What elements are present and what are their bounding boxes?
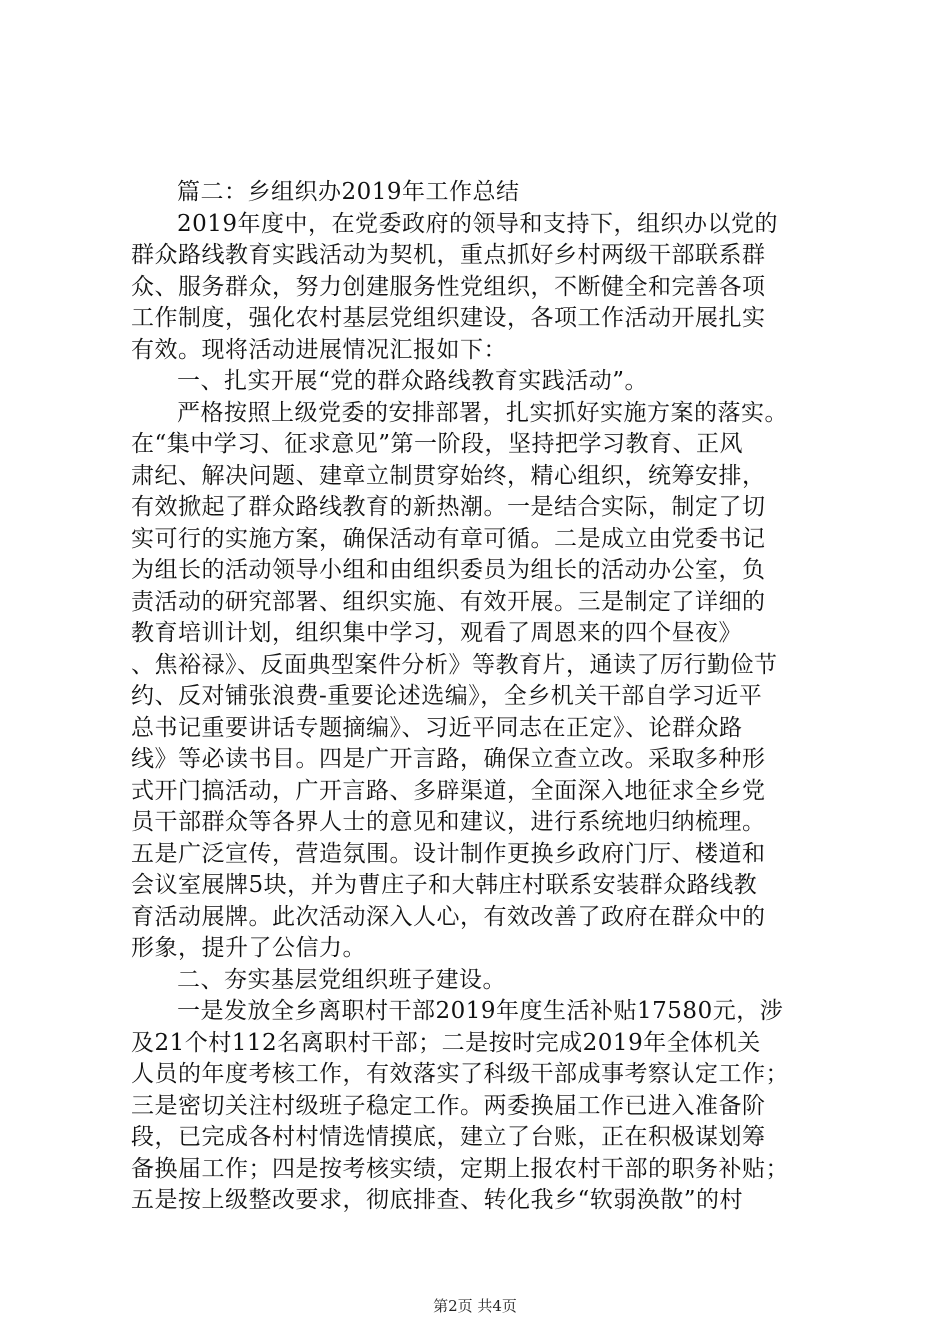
text-line: 责活动的研究部署、组织实施、有效开展。三是制定了详细的 (131, 588, 766, 615)
text-line: 肃纪、解决问题、建章立制贯穿始终，精心组织，统筹安排， (131, 462, 766, 489)
text-line: 有效。现将活动进展情况汇报如下： (131, 336, 507, 363)
text-line: 人员的年度考核工作，有效落实了科级干部成事考察认定工作； (131, 1061, 789, 1087)
document-body (131, 177, 831, 1217)
text-line: 三是密切关注村级班子稳定工作。两委换届工作已进入准备阶 (131, 1092, 766, 1119)
text-line: 员干部群众等各界人士的意见和建议，进行系统地归纳梳理。 (131, 809, 766, 835)
text-line: 约、反对铺张浪费-重要论述选编》，全乡机关干部自学习近平 (131, 683, 763, 709)
text-line: 有效掀起了群众路线教育的新热潮。一是结合实际，制定了切 (131, 494, 766, 520)
text-line: 育活动展牌。此次活动深入人心，有效改善了政府在群众中的 (131, 903, 766, 930)
text-line: 一、扎实开展“党的群众路线教育实践活动”。 (177, 368, 649, 394)
text-line: 教育培训计划，组织集中学习，观看了周恩来的四个昼夜》 (131, 620, 742, 646)
text-line: 、焦裕禄》、反面典型案件分析》等教育片，通读了厉行勤俭节 (131, 651, 778, 678)
text-line: 形象，提升了公信力。 (131, 935, 366, 961)
text-line: 五是广泛宣传，营造氛围。设计制作更换乡政府门厅、楼道和 (131, 840, 766, 867)
text-line: 二、夯实基层党组织班子建设。 (177, 966, 506, 993)
page-footer: 第2页 共4页 (433, 1297, 517, 1315)
text-line: 工作制度，强化农村基层党组织建设，各项工作活动开展扎实 (131, 305, 766, 331)
text-line: 段，已完成各村村情选情摸底，建立了台账，正在积极谋划筹 (131, 1124, 766, 1150)
text-line: 总书记重要讲话专题摘编》、习近平同志在正定》、论群众路 (131, 714, 743, 741)
text-line: 式开门搞活动，广开言路、多辟渠道，全面深入地征求全乡党 (131, 777, 766, 804)
text-line: 群众路线教育实践活动为契机，重点抓好乡村两级干部联系群 (131, 242, 766, 268)
text-line: 为组长的活动领导小组和由组织委员为组长的活动办公室，负 (131, 557, 766, 583)
text-line: 备换届工作；四是按考核实绩，定期上报农村干部的职务补贴； (131, 1155, 789, 1182)
text-line: 篇二：乡组织办2019年工作总结 (177, 179, 520, 205)
text-line: 一是发放全乡离职村干部2019年度生活补贴17580元，涉 (177, 998, 784, 1024)
text-line: 实可行的实施方案，确保活动有章可循。二是成立由党委书记 (131, 525, 766, 552)
text-line: 五是按上级整改要求，彻底排查、转化我乡“软弱涣散”的村 (131, 1187, 744, 1213)
text-line: 众、服务群众，努力创建服务性党组织，不断健全和完善各项 (131, 273, 766, 300)
text-line: 在“集中学习、征求意见”第一阶段，坚持把学习教育、正风 (131, 431, 744, 457)
text-line: 2019年度中，在党委政府的领导和支持下，组织办以党的 (177, 210, 779, 237)
text-line: 线》等必读书目。四是广开言路，确保立查立改。采取多种形 (131, 746, 766, 772)
text-line: 会议室展牌5块，并为曹庄子和大韩庄村联系安装群众路线教 (131, 872, 758, 898)
text-line: 严格按照上级党委的安排部署，扎实抓好实施方案的落实。 (177, 399, 788, 426)
text-line: 及21个村112名离职村干部；二是按时完成2019年全体机关 (131, 1029, 761, 1056)
